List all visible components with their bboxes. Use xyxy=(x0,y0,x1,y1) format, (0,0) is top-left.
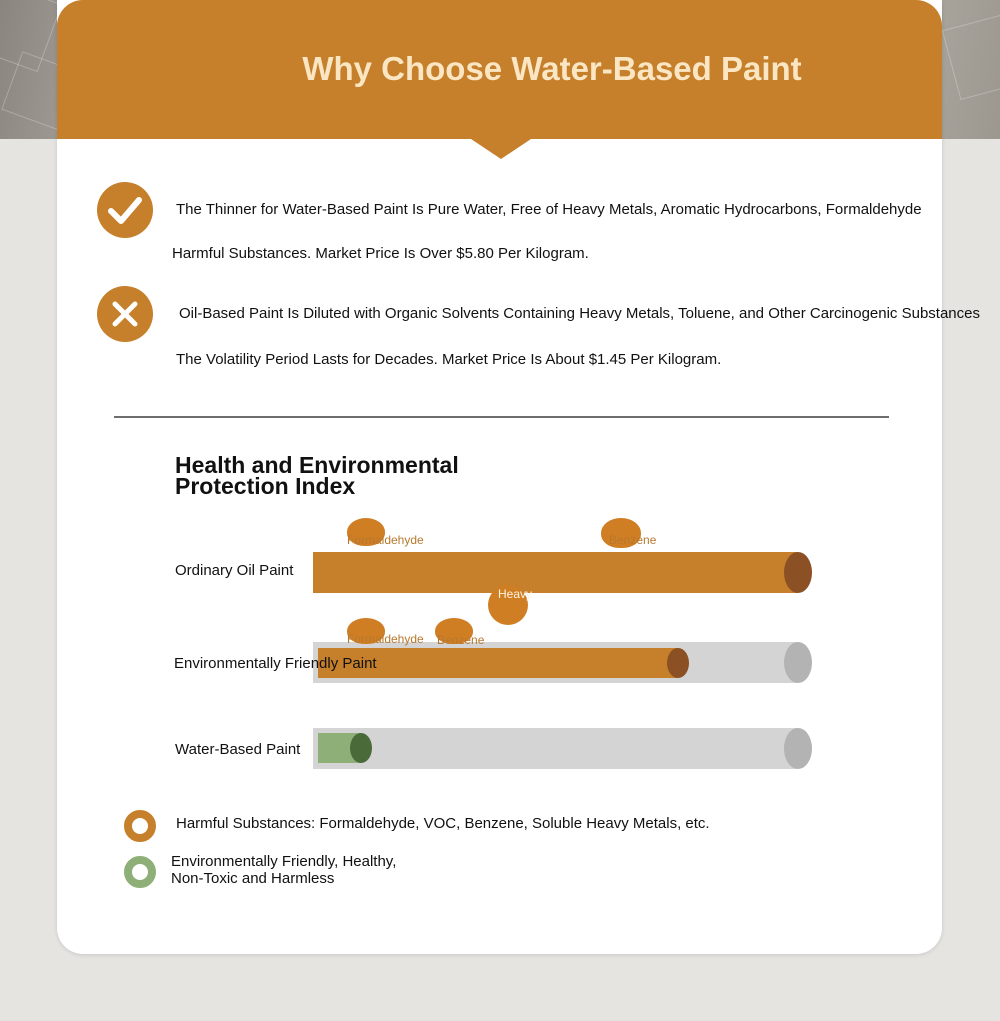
water-paint-track-cap xyxy=(784,728,812,769)
check-icon xyxy=(97,182,153,238)
section-divider xyxy=(114,416,889,418)
legend-eco-line-2: Non-Toxic and Harmless xyxy=(171,870,335,887)
point-1-line-2: Harmful Substances. Market Price Is Over $5.80 Per Kilogram. xyxy=(172,245,589,262)
row-label-oil-paint: Ordinary Oil Paint xyxy=(175,562,294,579)
close-icon xyxy=(97,286,153,342)
legend-harmful-text: Harmful Substances: Formaldehyde, VOC, Benzene, Soluble Heavy Metals, etc. xyxy=(176,815,710,832)
water-paint-track xyxy=(313,728,798,769)
legend-harmful-marker xyxy=(124,810,156,842)
droplet-label: Heavy xyxy=(498,587,533,601)
water-paint-bar-cap xyxy=(350,733,372,763)
eco-paint-track-cap xyxy=(784,642,812,683)
row-label-water-paint: Water-Based Paint xyxy=(175,741,301,758)
droplet-label: Benzene xyxy=(437,633,485,647)
oil-paint-bar-cap xyxy=(784,552,812,593)
header-banner xyxy=(57,0,942,139)
point-1-line-1: The Thinner for Water-Based Paint Is Pure Water, Free of Heavy Metals, Aromatic Hydrocarbons, Formaldehyde xyxy=(176,201,922,218)
index-title: Health and Environmental Protection Index xyxy=(175,452,459,499)
droplet-label: Benzene xyxy=(609,533,657,547)
droplet-label: Formaldehyde xyxy=(347,632,424,646)
legend-eco-line-1: Environmentally Friendly, Healthy, xyxy=(171,853,397,870)
row-label-eco-paint: Environmentally Friendly Paint xyxy=(174,655,377,672)
legend-eco-marker xyxy=(124,856,156,888)
oil-paint-bar xyxy=(313,552,798,593)
legend-eco-text xyxy=(171,853,396,887)
eco-paint-bar-cap xyxy=(667,648,689,678)
point-2-line-2: The Volatility Period Lasts for Decades. Market Price Is About $1.45 Per Kilogram. xyxy=(176,351,722,368)
droplet-label: Formaldehyde xyxy=(347,533,424,547)
page-title: Why Choose Water-Based Paint xyxy=(302,50,802,87)
point-2-line-1: Oil-Based Paint Is Diluted with Organic Solvents Containing Heavy Metals, Toluene, and Other Carcinogenic Substances xyxy=(179,305,980,322)
header-pointer xyxy=(471,139,531,159)
